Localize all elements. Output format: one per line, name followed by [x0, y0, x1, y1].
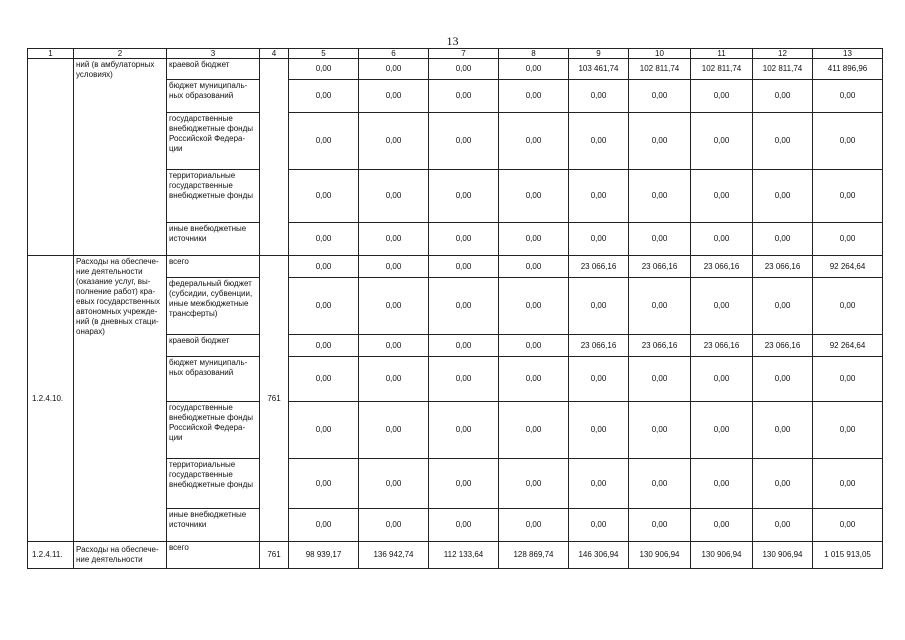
- value-cell: 0,00: [499, 459, 569, 509]
- value-cell: 0,00: [499, 113, 569, 170]
- table-row: [28, 59, 883, 80]
- value-cell: 0,00: [629, 402, 691, 459]
- value-cell: 0,00: [691, 113, 753, 170]
- value-cell: 0,00: [691, 278, 753, 335]
- value-cell: 0,00: [429, 357, 499, 402]
- table-row: [28, 542, 883, 569]
- value-cell: 23 066,16: [629, 256, 691, 278]
- value-cell: 0,00: [289, 223, 359, 256]
- value-cell: 0,00: [359, 59, 429, 80]
- row-code: 1.2.4.11.: [28, 542, 74, 569]
- value-cell: 0,00: [429, 509, 499, 542]
- value-cell: 0,00: [289, 402, 359, 459]
- budget-table: [27, 48, 883, 569]
- value-cell: 0,00: [569, 113, 629, 170]
- value-cell: 0,00: [289, 335, 359, 357]
- value-cell: 0,00: [629, 459, 691, 509]
- value-cell: 0,00: [499, 223, 569, 256]
- table-row: [28, 256, 883, 278]
- column-header: 8: [499, 49, 569, 59]
- value-cell: 0,00: [753, 402, 813, 459]
- value-cell: 23 066,16: [569, 256, 629, 278]
- value-cell: 0,00: [629, 223, 691, 256]
- column-header: 11: [691, 49, 753, 59]
- value-cell: 0,00: [691, 80, 753, 113]
- value-cell: 0,00: [499, 170, 569, 223]
- funding-source: краевой бюджет: [167, 59, 260, 80]
- value-cell: 0,00: [289, 459, 359, 509]
- funding-source: территориальные государственные внебюджетные фонды: [167, 459, 260, 509]
- value-cell: 0,00: [813, 459, 883, 509]
- row-name: Расходы на обеспече-ние деятельности: [74, 542, 167, 569]
- value-cell: 146 306,94: [569, 542, 629, 569]
- value-cell: 0,00: [569, 509, 629, 542]
- value-cell: 23 066,16: [629, 335, 691, 357]
- column-header: 10: [629, 49, 691, 59]
- value-cell: 98 939,17: [289, 542, 359, 569]
- value-cell: 0,00: [359, 402, 429, 459]
- value-cell: 112 133,64: [429, 542, 499, 569]
- value-cell: 0,00: [569, 278, 629, 335]
- value-cell: 0,00: [629, 170, 691, 223]
- value-cell: 0,00: [813, 170, 883, 223]
- funding-source: иные внебюджетные источники: [167, 509, 260, 542]
- value-cell: 0,00: [813, 509, 883, 542]
- value-cell: 0,00: [813, 223, 883, 256]
- value-cell: 0,00: [629, 113, 691, 170]
- value-cell: 0,00: [289, 256, 359, 278]
- row-name: ний (в амбулаторных условиях): [74, 59, 167, 256]
- value-cell: 23 066,16: [691, 335, 753, 357]
- row-code: 1.2.4.10.: [28, 256, 74, 542]
- value-cell: 0,00: [359, 509, 429, 542]
- value-cell: 0,00: [359, 80, 429, 113]
- value-cell: 0,00: [629, 509, 691, 542]
- value-cell: 0,00: [569, 357, 629, 402]
- funding-source: всего: [167, 542, 260, 569]
- budget-code: [260, 59, 289, 256]
- funding-source: государственные внебюджетные фонды Российской Федера-ции: [167, 113, 260, 170]
- value-cell: 23 066,16: [691, 256, 753, 278]
- value-cell: 130 906,94: [691, 542, 753, 569]
- value-cell: 0,00: [813, 278, 883, 335]
- value-cell: 0,00: [429, 335, 499, 357]
- value-cell: 0,00: [289, 509, 359, 542]
- value-cell: 0,00: [359, 278, 429, 335]
- value-cell: 103 461,74: [569, 59, 629, 80]
- value-cell: 0,00: [359, 113, 429, 170]
- value-cell: 128 869,74: [499, 542, 569, 569]
- funding-source: территориальные государственные внебюджетные фонды: [167, 170, 260, 223]
- value-cell: 0,00: [499, 357, 569, 402]
- value-cell: 1 015 913,05: [813, 542, 883, 569]
- value-cell: 136 942,74: [359, 542, 429, 569]
- value-cell: 0,00: [359, 223, 429, 256]
- value-cell: 0,00: [359, 459, 429, 509]
- value-cell: 92 264,64: [813, 256, 883, 278]
- value-cell: 0,00: [429, 223, 499, 256]
- value-cell: 0,00: [569, 170, 629, 223]
- funding-source: государственные внебюджетные фонды Российской Федера-ции: [167, 402, 260, 459]
- value-cell: 0,00: [429, 402, 499, 459]
- value-cell: 0,00: [813, 357, 883, 402]
- column-header: 3: [167, 49, 260, 59]
- funding-source: бюджет муниципаль-ных образований: [167, 80, 260, 113]
- value-cell: 102 811,74: [753, 59, 813, 80]
- column-header: 7: [429, 49, 499, 59]
- value-cell: 0,00: [289, 357, 359, 402]
- value-cell: 0,00: [569, 459, 629, 509]
- column-header: 1: [28, 49, 74, 59]
- row-name: Расходы на обеспече-ние деятельности (оказание услуг, вы-полнение работ) кра-евых государственных автономных учрежде-ний (в дневных стаци-онарах): [74, 256, 167, 542]
- value-cell: 130 906,94: [753, 542, 813, 569]
- column-header: 4: [260, 49, 289, 59]
- value-cell: 0,00: [629, 278, 691, 335]
- value-cell: 23 066,16: [753, 256, 813, 278]
- column-header: 5: [289, 49, 359, 59]
- funding-source: всего: [167, 256, 260, 278]
- value-cell: 0,00: [753, 223, 813, 256]
- column-header: 13: [813, 49, 883, 59]
- value-cell: 0,00: [429, 113, 499, 170]
- value-cell: 102 811,74: [629, 59, 691, 80]
- value-cell: 0,00: [569, 223, 629, 256]
- value-cell: 0,00: [753, 80, 813, 113]
- funding-source: федеральный бюджет (субсидии, субвенции, иные межбюджетные трансферты): [167, 278, 260, 335]
- value-cell: 102 811,74: [691, 59, 753, 80]
- header-row: [28, 49, 883, 59]
- value-cell: 23 066,16: [753, 335, 813, 357]
- value-cell: 0,00: [429, 59, 499, 80]
- budget-code: 761: [260, 256, 289, 542]
- value-cell: 0,00: [429, 170, 499, 223]
- row-code: [28, 59, 74, 256]
- value-cell: 0,00: [753, 113, 813, 170]
- value-cell: 0,00: [499, 509, 569, 542]
- value-cell: 0,00: [499, 335, 569, 357]
- value-cell: 0,00: [359, 357, 429, 402]
- value-cell: 92 264,64: [813, 335, 883, 357]
- value-cell: 0,00: [289, 170, 359, 223]
- value-cell: 0,00: [813, 113, 883, 170]
- value-cell: 0,00: [813, 402, 883, 459]
- value-cell: 0,00: [499, 402, 569, 459]
- value-cell: 0,00: [629, 80, 691, 113]
- value-cell: 0,00: [429, 80, 499, 113]
- value-cell: 0,00: [753, 357, 813, 402]
- column-header: 6: [359, 49, 429, 59]
- value-cell: 0,00: [359, 170, 429, 223]
- column-header: 12: [753, 49, 813, 59]
- value-cell: 0,00: [499, 59, 569, 80]
- column-header: 2: [74, 49, 167, 59]
- value-cell: 23 066,16: [569, 335, 629, 357]
- value-cell: 0,00: [691, 459, 753, 509]
- value-cell: 0,00: [753, 278, 813, 335]
- value-cell: 0,00: [691, 402, 753, 459]
- value-cell: 0,00: [691, 223, 753, 256]
- value-cell: 0,00: [499, 256, 569, 278]
- value-cell: 0,00: [753, 170, 813, 223]
- value-cell: 0,00: [629, 357, 691, 402]
- value-cell: 0,00: [289, 113, 359, 170]
- value-cell: 0,00: [499, 278, 569, 335]
- value-cell: 130 906,94: [629, 542, 691, 569]
- value-cell: 0,00: [569, 80, 629, 113]
- value-cell: 0,00: [569, 402, 629, 459]
- budget-code: 761: [260, 542, 289, 569]
- value-cell: 0,00: [753, 509, 813, 542]
- value-cell: 0,00: [429, 256, 499, 278]
- value-cell: 0,00: [429, 278, 499, 335]
- value-cell: 411 896,96: [813, 59, 883, 80]
- value-cell: 0,00: [691, 357, 753, 402]
- value-cell: 0,00: [753, 459, 813, 509]
- value-cell: 0,00: [691, 509, 753, 542]
- funding-source: иные внебюджетные источники: [167, 223, 260, 256]
- value-cell: 0,00: [813, 80, 883, 113]
- page-number: 13: [446, 34, 459, 48]
- value-cell: 0,00: [289, 59, 359, 80]
- value-cell: 0,00: [289, 80, 359, 113]
- value-cell: 0,00: [691, 170, 753, 223]
- value-cell: 0,00: [429, 459, 499, 509]
- value-cell: 0,00: [359, 256, 429, 278]
- value-cell: 0,00: [289, 278, 359, 335]
- column-header: 9: [569, 49, 629, 59]
- funding-source: краевой бюджет: [167, 335, 260, 357]
- value-cell: 0,00: [499, 80, 569, 113]
- funding-source: бюджет муниципаль-ных образований: [167, 357, 260, 402]
- value-cell: 0,00: [359, 335, 429, 357]
